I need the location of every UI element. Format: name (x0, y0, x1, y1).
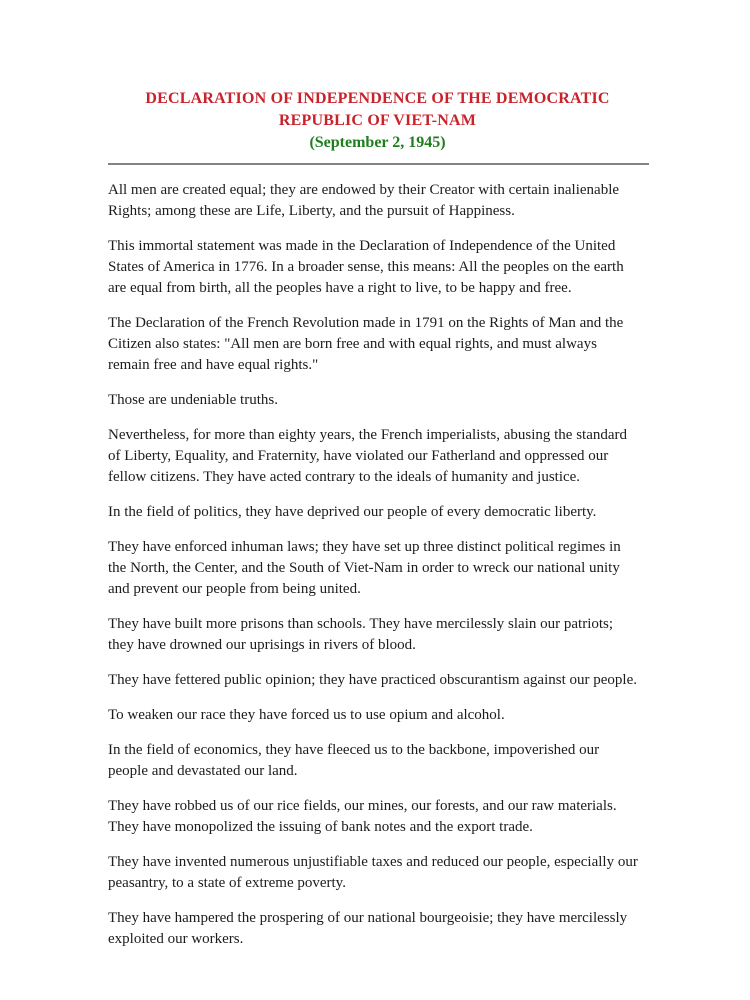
paragraph: They have fettered public opinion; they have practiced obscurantism against our people. (108, 672, 637, 688)
paragraph: Nevertheless, for more than eighty years, the French imperialists, abusing the standard of Liberty, Equality, and Fraternity, have violated our Fatherland and oppressed our fellow citizens. They have acted contrary to the ideals of humanity and justice. (108, 427, 628, 485)
document-title-line-1: DECLARATION OF INDEPENDENCE OF THE DEMOCRATIC (145, 90, 610, 107)
document-subtitle: (September 2, 1945) (309, 134, 446, 151)
paragraph: All men are created equal; they are endowed by their Creator with certain inalienable Rights; among these are Life, Liberty, and the pursuit of Happiness. (108, 182, 620, 219)
header-divider (108, 163, 649, 165)
paragraph: In the field of politics, they have deprived our people of every democratic liberty. (108, 504, 597, 520)
document-title-line-2: REPUBLIC OF VIET-NAM (278, 112, 477, 129)
paragraph: They have invented numerous unjustifiable taxes and reduced our people, especially our peasantry, to a state of extreme poverty. (108, 854, 638, 891)
paragraph: They have enforced inhuman laws; they have set up three distinct political regimes in the North, the Center, and the South of Viet-Nam in order to wreck our national unity and prevent our people from being united. (108, 539, 621, 597)
document-body (108, 180, 642, 950)
document-title (108, 88, 647, 132)
paragraph: In the field of economics, they have fleeced us to the backbone, impoverished our people and devastated our land. (108, 742, 600, 779)
paragraph: To weaken our race they have forced us to use opium and alcohol. (108, 707, 505, 723)
paragraph: They have hampered the prospering of our national bourgeoisie; they have mercilessly exploited our workers. (108, 910, 628, 947)
paragraph: They have robbed us of our rice fields, our mines, our forests, and our raw materials. They have monopolized the issuing of bank notes and the export trade. (108, 798, 617, 835)
document-header (108, 88, 647, 154)
paragraph: They have built more prisons than schools. They have mercilessly slain our patriots; they have drowned our uprisings in rivers of blood. (108, 616, 614, 653)
paragraph: This immortal statement was made in the Declaration of Independence of the United States of America in 1776. In a broader sense, this means: All the peoples on the earth are equal from birth, all the peoples have a right to live, to be happy and free. (108, 238, 624, 296)
paragraph: Those are undeniable truths. (108, 392, 278, 408)
paragraph: The Declaration of the French Revolution made in 1791 on the Rights of Man and the Citizen also states: "All men are born free and with equal rights, and must always remain free and have equal rights." (108, 315, 624, 373)
